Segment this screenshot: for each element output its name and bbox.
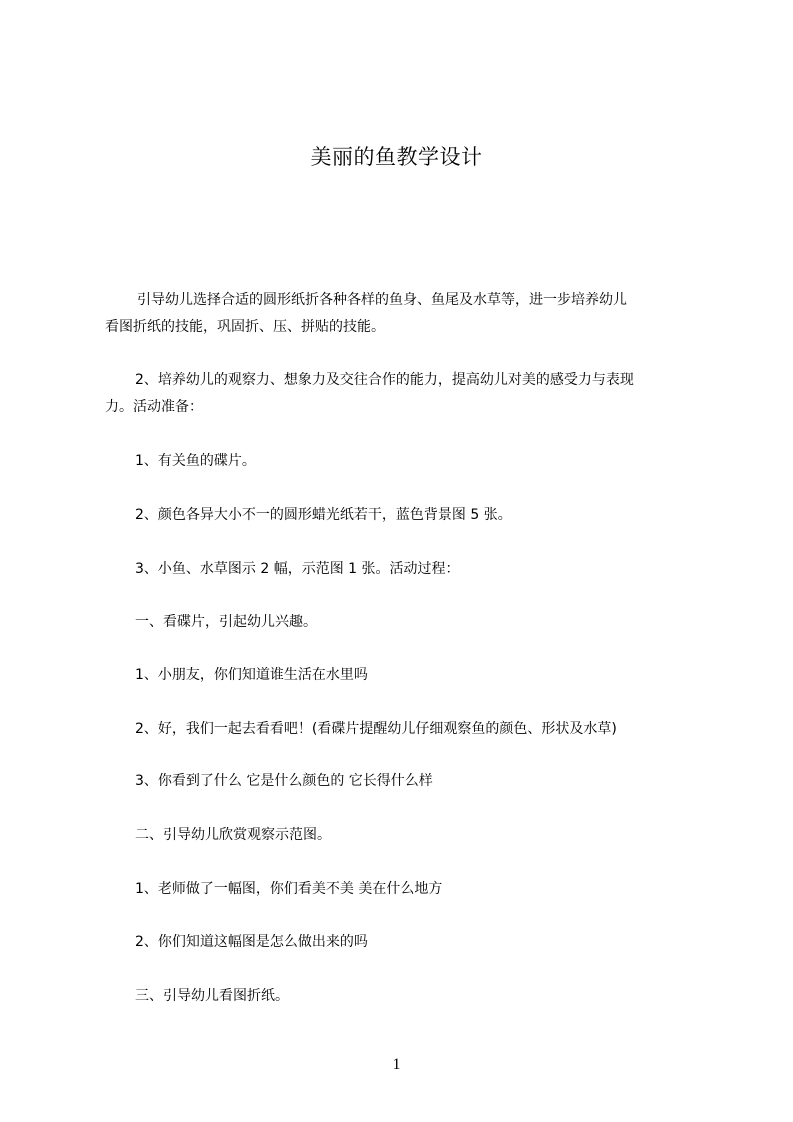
- section-heading: 二、引导幼儿欣赏观察示范图。: [135, 827, 331, 843]
- list-item: 2、好，我们一起去看看吧！(看碟片提醒幼儿仔细观察鱼的颜色、形状及水草): [135, 721, 617, 737]
- paragraph-line: 力。活动准备：: [105, 399, 203, 415]
- list-item: 3、你看到了什么 它是什么颜色的 它长得什么样: [135, 773, 433, 789]
- list-item: 3、小鱼、水草图示 2 幅，示范图 1 张。活动过程：: [135, 561, 460, 577]
- list-item: 2、你们知道这幅图是怎么做出来的吗: [135, 934, 368, 950]
- list-item: 1、有关鱼的碟片。: [135, 453, 256, 469]
- paragraph-line: 看图折纸的技能，巩固折、压、拼贴的技能。: [105, 319, 385, 335]
- paragraph-intro: [105, 287, 705, 341]
- paragraph-line: 2、培养幼儿的观察力、想象力及交往合作的能力，提高幼儿对美的感受力与表现: [135, 372, 634, 388]
- document-title: 美丽的鱼教学设计: [310, 145, 483, 169]
- list-item: 2、颜色各异大小不一的圆形蜡光纸若干，蓝色背景图 5 张。: [135, 507, 512, 523]
- paragraph-line: 引导幼儿选择合适的圆形纸折各种各样的鱼身、鱼尾及水草等，进一步培养幼儿: [137, 292, 627, 308]
- section-heading: 三、引导幼儿看图折纸。: [135, 988, 289, 1004]
- list-item: 1、小朋友，你们知道谁生活在水里吗: [135, 667, 368, 683]
- section-heading: 一、看碟片，引起幼儿兴趣。: [135, 614, 317, 630]
- page-number: 1: [392, 1056, 401, 1073]
- list-item: 1、老师做了一幅图，你们看美不美 美在什么地方: [135, 881, 443, 897]
- paragraph-goal-2: [105, 367, 705, 421]
